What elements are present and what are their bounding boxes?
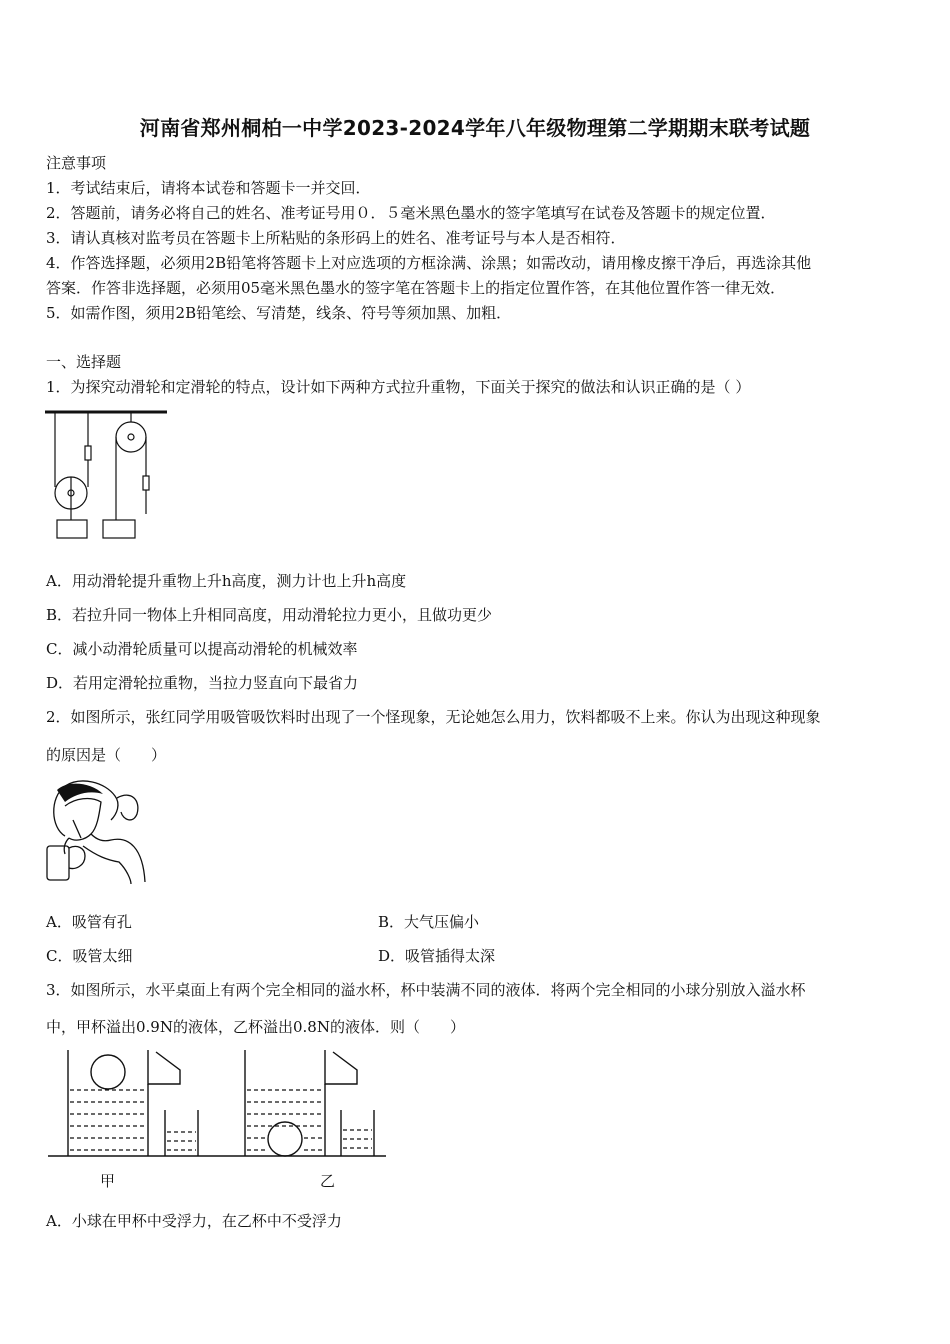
notice-item: 答案．作答非选择题，必须用05毫米黑色墨水的签字笔在答题卡上的指定位置作答，在其他位置作答一律无效． [46,279,786,297]
q2-option-c: C．吸管太细 [46,947,133,965]
q1-option-b: B．若拉升同一物体上升相同高度，用动滑轮拉力更小，且做功更少 [46,606,493,624]
q2-option-b: B．大气压偏小 [378,913,480,931]
question-3-stem-cont: 中，甲杯溢出0.9N的液体，乙杯溢出0.8N的液体．则（ ） [46,1018,465,1036]
q1-option-d: D．若用定滑轮拉重物，当拉力竖直向下最省力 [46,674,359,692]
cup-label-yi: 乙 [320,1172,336,1190]
overflow-cups-figure [48,1048,388,1163]
q2-option-d: D．吸管插得太深 [378,947,496,965]
question-3-stem: 3．如图所示，水平桌面上有两个完全相同的溢水杯，杯中装满不同的液体．将两个完全相同的小球分别放入溢水杯 [46,981,806,999]
cup-label-jia: 甲 [100,1172,116,1190]
q2-option-a: A．吸管有孔 [46,913,132,931]
notice-item: 5．如需作图，须用2B铅笔绘、写清楚，线条、符号等须加黑、加粗． [46,304,512,322]
q1-option-a: A．用动滑轮提升重物上升h高度，测力计也上升h高度 [46,572,407,590]
notice-item: 1．考试结束后，请将本试卷和答题卡一并交回． [46,179,371,197]
notice-item: 2．答题前，请务必将自己的姓名、准考证号用０．５毫米黑色墨水的签字笔填写在试卷及答题卡的规定位置． [46,204,776,222]
q3-option-a: A．小球在甲杯中受浮力，在乙杯中不受浮力 [46,1212,342,1230]
pulley-figure [45,402,170,542]
question-2-stem: 2．如图所示，张红同学用吸管吸饮料时出现了一个怪现象，无论她怎么用力，饮料都吸不上来。你认为出现这种现象 [46,708,821,726]
q1-option-c: C．减小动滑轮质量可以提高动滑轮的机械效率 [46,640,358,658]
notice-item: 4．作答选择题，必须用2B铅笔将答题卡上对应选项的方框涂满、涂黑；如需改动，请用橡皮擦干净后，再选涂其他 [46,254,812,272]
question-1-stem: 1．为探究动滑轮和定滑轮的特点，设计如下两种方式拉升重物，下面关于探究的做法和认识正确的是（ ） [46,378,751,396]
section-heading: 一、选择题 [46,353,122,371]
notice-item: 3．请认真核对监考员在答题卡上所粘贴的条形码上的姓名、准考证号与本人是否相符． [46,229,626,247]
page-title: 河南省郑州桐柏一中学2023-2024学年八年级物理第二学期期末联考试题 [139,116,811,140]
question-2-stem-cont: 的原因是（ ） [46,746,167,764]
girl-drinking-figure [45,776,150,886]
notice-heading: 注意事项 [46,154,107,172]
